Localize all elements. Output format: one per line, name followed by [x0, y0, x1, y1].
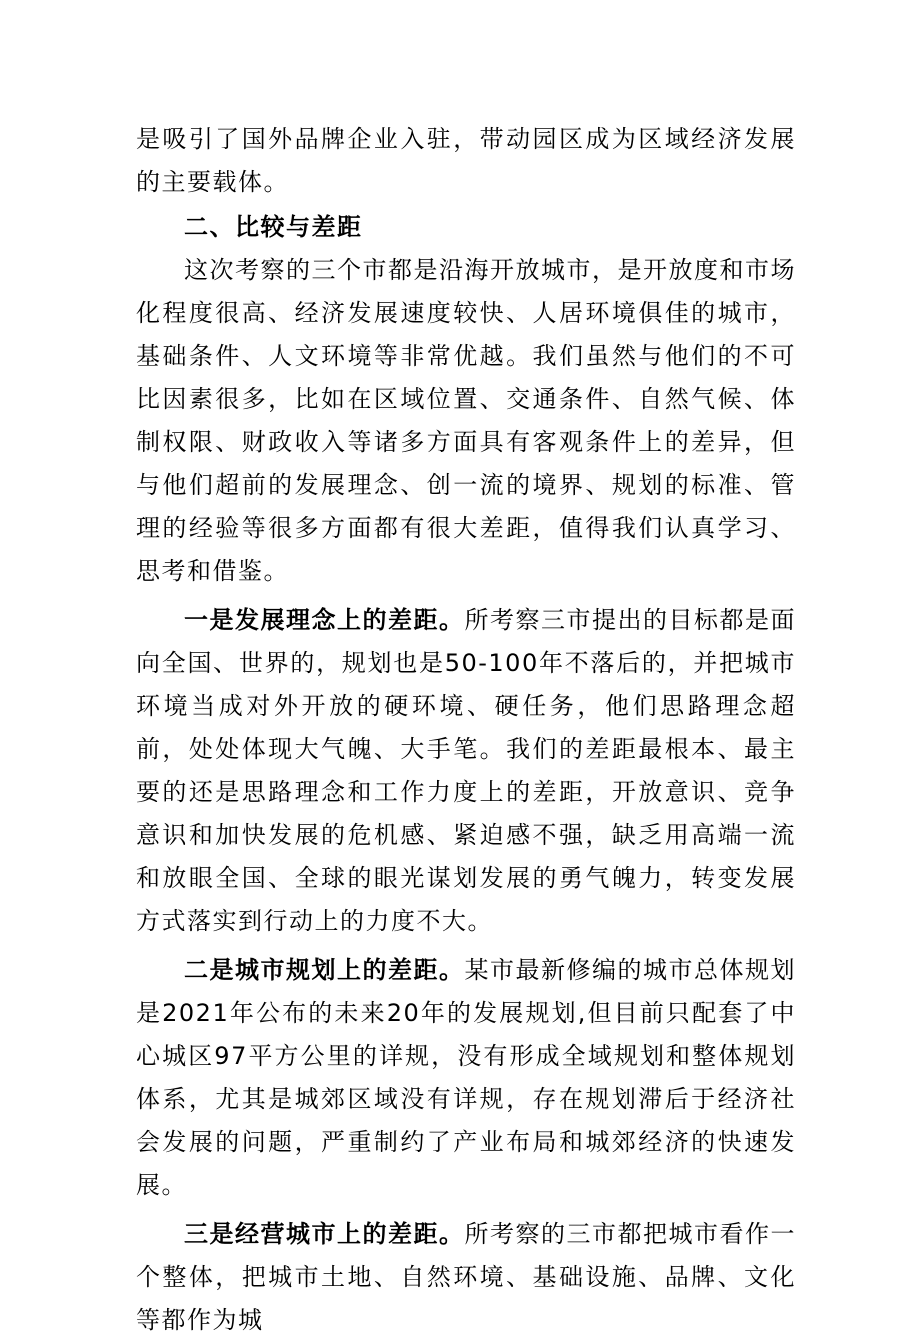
point-body-2: 某市最新修编的城市总体规划是2021年公布的未来20年的发展规划,但目前只配套了中心城区97平方公里的详规，没有形成全域规划和整体规划体系，尤其是城郊区域没有详规，存在规划滞后于经济社会发展的问题，严重制约了产业布局和城郊经济的快速发展。	[136, 956, 796, 1199]
section-heading: 二、比较与差距	[184, 213, 363, 241]
point-body-3: 所考察的三市都把城市看作一个整体，把城市土地、自然环境、基础设施、品牌、文化等都作为城	[136, 1220, 796, 1334]
continuation-paragraph: 是吸引了国外品牌企业入驻，带动园区成为区域经济发展的主要载体。	[136, 125, 796, 196]
intro-paragraph: 这次考察的三个市都是沿海开放城市，是开放度和市场化程度很高、经济发展速度较快、人居环境俱佳的城市，基础条件、人文环境等非常优越。我们虽然与他们的不可比因素很多，比如在区域位置、交通条件、自然气候、体制权限、财政收入等诸多方面具有客观条件上的差异，但与他们超前的发展理念、创一流的境界、规划的标准、管理的经验等很多方面都有很大差距，值得我们认真学习、思考和借鉴。	[136, 256, 796, 585]
point-paragraph-1	[136, 599, 796, 943]
point-lead-1: 一是发展理念上的差距。	[184, 606, 465, 634]
point-lead-2: 二是城市规划上的差距。	[184, 956, 465, 984]
point-lead-3: 三是经营城市上的差距。	[184, 1220, 465, 1248]
point-body-1: 所考察三市提出的目标都是面向全国、世界的，规划也是50-100年不落后的，并把城市环境当成对外开放的硬环境、硬任务，他们思路理念超前，处处体现大气魄、大手笔。我们的差距最根本、最主要的还是思路理念和工作力度上的差距，开放意识、竞争意识和加快发展的危机感、紧迫感不强，缺乏用高端一流和放眼全国、全球的眼光谋划发展的勇气魄力，转变发展方式落实到行动上的力度不大。	[136, 606, 796, 935]
point-paragraph-2	[136, 949, 796, 1207]
document-body	[136, 118, 796, 1342]
point-paragraph-3	[136, 1213, 796, 1342]
